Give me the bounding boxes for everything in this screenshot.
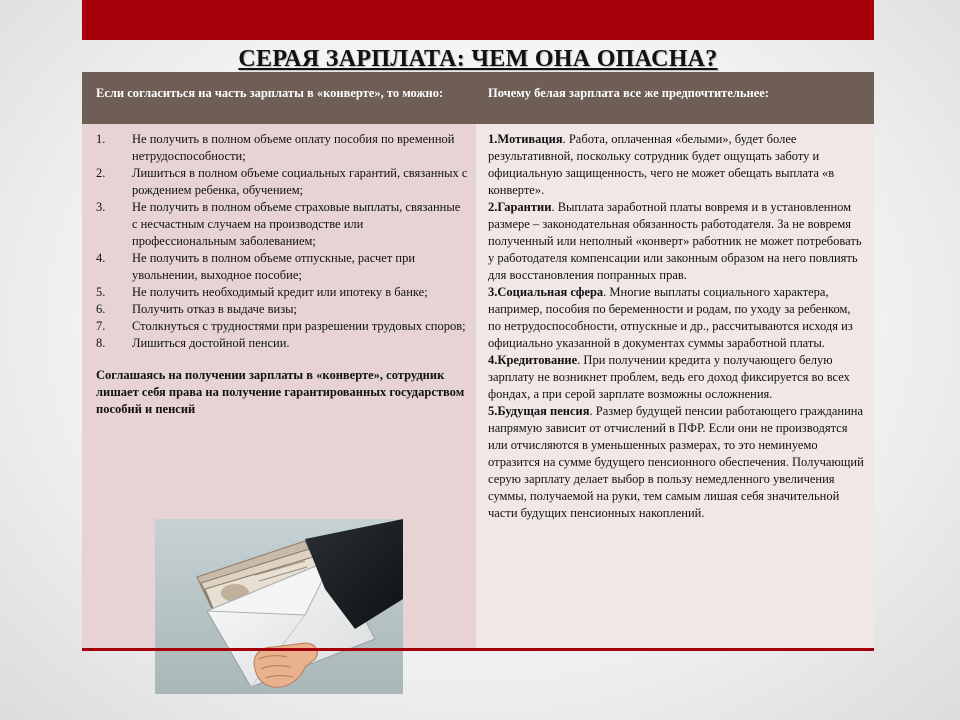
list-item-number: 8.: [96, 336, 106, 350]
list-item-text: Не получить в полном объеме отпускные, расчет при увольнении, выходное пособие;: [132, 251, 416, 282]
risks-column: [82, 124, 476, 648]
list-item-number: 1.: [96, 132, 106, 146]
slide-title: СЕРАЯ ЗАРПЛАТА: ЧЕМ ОНА ОПАСНА?: [238, 46, 718, 72]
list-item-text: Получить отказ в выдаче визы;: [132, 302, 298, 316]
top-accent-bar: [82, 0, 874, 40]
reason-text: . Размер будущей пенсии работающего гражданина напрямую зависит от отчислений в ПФР. Если они не производятся или отчисляются в уменьшенных размерах, то это неминуемо отразится на сумме будущего пенсионного обеспечения. Получающий серую зарплату делает выбор в пользу немедленного увеличения суммы, получаемой на руки, тем самым лишая себя значительной части будущих пенсионных накоплений.: [488, 404, 864, 520]
reason-paragraph: [488, 284, 866, 352]
list-item: [96, 318, 468, 335]
envelope-money-photo: [155, 519, 403, 694]
reason-heading: 1.Мотивация: [488, 132, 563, 146]
reason-text: . Выплата заработной платы вовремя и в установленном размере – законодательная обязанность работодателя. За не вовремя полученный или неполный «конверт» работник не может потребовать у работодателя компенсации или законным образом на него повлиять для восстановления попранных прав.: [488, 200, 862, 282]
list-item-text: Не получить необходимый кредит или ипотеку в банке;: [132, 285, 428, 299]
reasons-column: [476, 124, 874, 648]
summary-text: Соглашаясь на получении зарплаты в «конверте», сотрудник лишает себя права на получение гарантированных государством пособий и пенсий: [96, 368, 465, 416]
list-item-number: 5.: [96, 285, 106, 299]
reason-paragraph: [488, 403, 866, 522]
list-item-number: 4.: [96, 251, 106, 265]
list-item: [96, 250, 468, 284]
reason-paragraph: [488, 131, 866, 199]
reason-heading: 2.Гарантии: [488, 200, 552, 214]
reason-heading: 5.Будущая пенсия: [488, 404, 590, 418]
reason-text: . Многие выплаты социального характера, например, пособия по беременности и родам, по уходу за ребенком, по нетрудоспособности, отпускные и др., рассчитываются исходя из официально указанной в документах суммы заработной платы.: [488, 285, 853, 350]
list-item: [96, 301, 468, 318]
list-item-text: Лишиться достойной пенсии.: [132, 336, 290, 350]
list-item-text: Столкнуться с трудностями при разрешении трудовых споров;: [132, 319, 466, 333]
list-item-text: Не получить в полном объеме оплату пособия по временной нетрудоспособности;: [132, 132, 455, 163]
comparison-table: [82, 72, 874, 648]
list-item: [96, 165, 468, 199]
list-item-text: Не получить в полном объеме страховые выплаты, связанные с несчастным случаем на производстве или профессиональным заболеванием;: [132, 200, 461, 248]
envelope-hand-illustration: [155, 519, 403, 694]
list-item: [96, 199, 468, 250]
bottom-accent-line: [82, 648, 874, 651]
reason-heading: 3.Социальная сфера: [488, 285, 604, 299]
list-item: [96, 131, 468, 165]
reason-heading: 4.Кредитование: [488, 353, 578, 367]
right-column-header: Почему белая зарплата все же предпочтительнее:: [476, 72, 874, 124]
risks-list: [96, 131, 468, 352]
list-item-text: Лишиться в полном объеме социальных гарантий, связанных с рождением ребенка, обучением;: [132, 166, 468, 197]
list-item: [96, 284, 468, 301]
reason-paragraph: [488, 199, 866, 284]
list-item-number: 3.: [96, 200, 106, 214]
list-item-number: 2.: [96, 166, 106, 180]
reason-text: . При получении кредита у получающего белую зарплату не возникнет проблем, ведь его доход фиксируется во всех фондах, а при серой зарплате возможны осложнения.: [488, 353, 850, 401]
list-item: [96, 335, 468, 352]
list-item-number: 7.: [96, 319, 106, 333]
reason-paragraph: [488, 352, 866, 403]
list-item-number: 6.: [96, 302, 106, 316]
left-column-header: Если согласиться на часть зарплаты в «конверте», то можно:: [82, 72, 476, 124]
reason-text: . Работа, оплаченная «белыми», будет более результативной, поскольку сотрудник будет ощущать заботу и официальную защищенность, чего не может обещать выплата «в конверте».: [488, 132, 835, 197]
